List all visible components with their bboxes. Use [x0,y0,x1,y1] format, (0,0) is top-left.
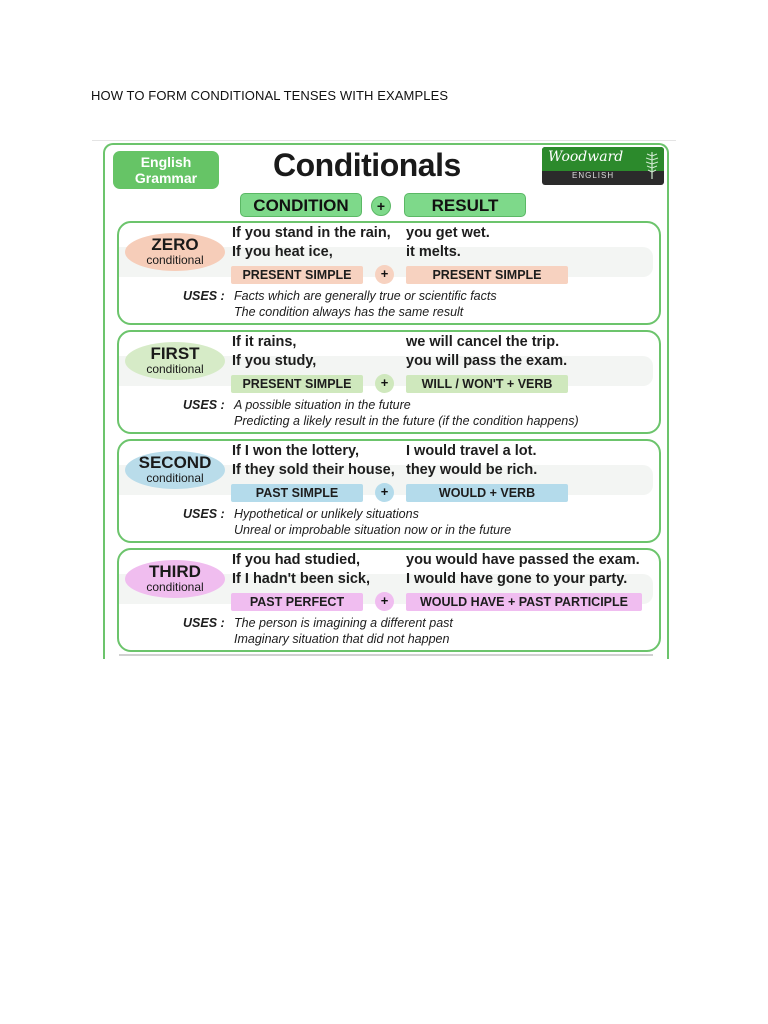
second-example-1-result: I would travel a lot. [406,443,537,459]
badge-line-1: English [140,154,192,170]
separator-line [92,140,676,141]
woodward-logo [542,147,664,185]
document-title: HOW TO FORM CONDITIONAL TENSES WITH EXAMPLES [91,88,449,103]
second-example-2-condition: If they sold their house, [232,462,395,478]
first-use-2: Predicting a likely result in the future (if the condition happens) [234,414,579,428]
first-example-2-result: you will pass the exam. [406,353,568,369]
zero-conditional-label: ZERO conditional [125,233,225,271]
third-example-1-condition: If you had studied, [232,552,361,568]
third-plus-icon: + [375,592,394,611]
zero-example-2-condition: If you heat ice, [232,244,333,260]
second-plus-icon: + [375,483,394,502]
zero-result-formula: PRESENT SIMPLE [406,266,568,284]
infographic-bottom-rule [119,654,653,656]
infographic-title: Conditionals [273,147,461,183]
first-conditional-section [117,330,661,434]
zero-example-2-result: it melts. [406,244,461,260]
third-result-formula: WOULD HAVE + PAST PARTICIPLE [406,593,642,611]
logo-wordmark: Woodward [548,149,624,165]
second-conditional-label: SECOND conditional [125,451,225,489]
first-example-2-condition: If you study, [232,353,317,369]
third-use-1: The person is imagining a different past [234,616,453,630]
second-example-2-result: they would be rich. [406,462,538,478]
first-use-1: A possible situation in the future [234,398,411,412]
third-example-2-result: I would have gone to your party. [406,571,628,587]
second-example-1-condition: If I won the lottery, [232,443,360,459]
result-header: RESULT [404,193,526,217]
second-use-1: Hypothetical or unlikely situations [234,507,419,521]
zero-example-1-condition: If you stand in the rain, [232,225,391,241]
first-plus-icon: + [375,374,394,393]
badge-line-2: Grammar [134,170,198,186]
second-conditional-section [117,439,661,543]
third-uses-label: USES : [183,616,225,630]
condition-header: CONDITION [240,193,362,217]
third-conditional-label: THIRD conditional [125,560,225,598]
first-uses-label: USES : [183,398,225,412]
first-example-1-condition: If it rains, [232,334,297,350]
third-example-2-condition: If I hadn't been sick, [232,571,371,587]
english-grammar-badge [113,151,219,189]
third-example-1-result: you would have passed the exam. [406,552,640,568]
second-condition-formula: PAST SIMPLE [231,484,363,502]
second-result-formula: WOULD + VERB [406,484,568,502]
conditionals-infographic [103,143,669,659]
third-condition-formula: PAST PERFECT [231,593,363,611]
third-conditional-section [117,548,661,652]
second-use-2: Unreal or improbable situation now or in the future [234,523,512,537]
zero-example-1-result: you get wet. [406,225,490,241]
first-condition-formula: PRESENT SIMPLE [231,375,363,393]
first-result-formula: WILL / WON'T + VERB [406,375,568,393]
header-plus-icon: + [371,196,391,216]
zero-plus-icon: + [375,265,394,284]
zero-condition-formula: PRESENT SIMPLE [231,266,363,284]
zero-use-2: The condition always has the same result [234,305,464,319]
first-example-1-result: we will cancel the trip. [406,334,560,350]
fern-leaf-icon [644,150,660,180]
first-conditional-label: FIRST conditional [125,342,225,380]
zero-use-1: Facts which are generally true or scientific facts [234,289,497,303]
third-use-2: Imaginary situation that did not happen [234,632,450,646]
zero-uses-label: USES : [183,289,225,303]
second-uses-label: USES : [183,507,225,521]
logo-subtitle: ENGLISH [572,171,615,180]
zero-conditional-section [117,221,661,325]
